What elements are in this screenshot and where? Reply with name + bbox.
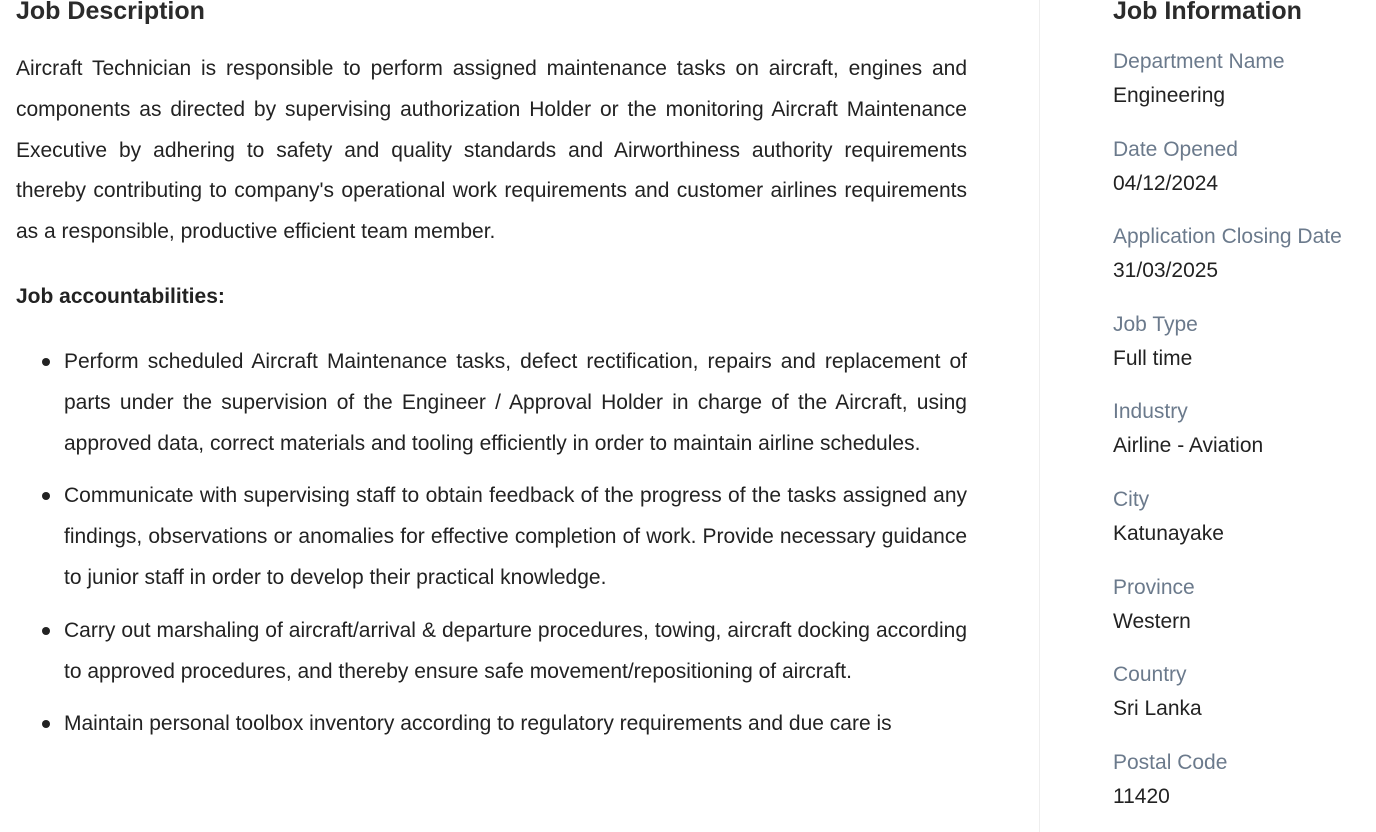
info-value: Western	[1113, 609, 1191, 633]
info-value: 04/12/2024	[1113, 171, 1219, 195]
info-value: 11420	[1113, 784, 1170, 808]
info-value: Airline - Aviation	[1113, 434, 1264, 458]
job-accountabilities-list	[16, 342, 967, 757]
info-job-type	[1113, 308, 1376, 396]
job-description-title: Job Description	[16, 0, 205, 25]
accountability-item	[16, 342, 967, 464]
info-postal-code	[1113, 746, 1376, 832]
info-label: Job Type	[1113, 312, 1198, 336]
info-closing-date	[1113, 220, 1376, 308]
column-divider	[1039, 0, 1040, 832]
job-information-list	[1113, 45, 1376, 832]
info-department	[1113, 45, 1376, 133]
info-country	[1113, 658, 1376, 746]
info-label: Country	[1113, 663, 1187, 687]
accountability-text: Perform scheduled Aircraft Maintenance tasks, defect rectification, repairs and replacement of parts under the supervision of the Engineer / Approval Holder in charge of the Aircraft, using approved data, correct materials and tooling efficiently in order to maintain airline schedules.	[64, 350, 967, 455]
info-label: Application Closing Date	[1113, 225, 1342, 249]
accountability-text: Carry out marshaling of aircraft/arrival & departure procedures, towing, aircraft docking according to approved procedures, and thereby ensure safe movement/repositioning of aircraft.	[64, 618, 967, 683]
bullet-icon	[42, 358, 50, 366]
bullet-icon	[42, 720, 50, 728]
info-label: City	[1113, 487, 1150, 511]
info-date-opened	[1113, 133, 1376, 221]
info-label: Date Opened	[1113, 137, 1238, 161]
info-value: Katunayake	[1113, 521, 1224, 545]
accountability-item	[16, 611, 967, 693]
info-value: 31/03/2025	[1113, 259, 1219, 283]
info-label: Province	[1113, 575, 1195, 599]
info-label: Department Name	[1113, 50, 1285, 73]
job-information-sidebar	[1113, 0, 1376, 832]
job-description-text: Aircraft Technician is responsible to perform assigned maintenance tasks on aircraft, engines and components as directed by supervising authorization Holder or the monitoring Aircraft Maintenance Executive by adhering to safety and quality standards and Airworthiness authority requirements thereby contributing to company's operational work requirements and customer airlines requirements as a responsible, productive efficient team member.	[16, 57, 967, 244]
accountability-item	[16, 704, 967, 745]
info-industry	[1113, 395, 1376, 483]
info-label: Industry	[1113, 400, 1188, 424]
accountability-text: Communicate with supervising staff to obtain feedback of the progress of the tasks assigned any findings, observations or anomalies for effective completion of work. Provide necessary guidance to junior staff in order to develop their practical knowledge.	[64, 484, 967, 589]
info-province	[1113, 571, 1376, 659]
accountability-text: Maintain personal toolbox inventory according to regulatory requirements and due care is	[64, 712, 892, 736]
info-value: Engineering	[1113, 84, 1226, 107]
job-accountabilities-heading: Job accountabilities:	[16, 285, 225, 308]
bullet-icon	[42, 627, 50, 635]
job-description-section	[16, 0, 967, 832]
info-city	[1113, 483, 1376, 571]
bullet-icon	[42, 492, 50, 500]
info-label: Postal Code	[1113, 750, 1228, 774]
info-value: Full time	[1113, 346, 1193, 370]
job-information-title: Job Information	[1113, 0, 1302, 25]
info-value: Sri Lanka	[1113, 697, 1202, 721]
accountability-item	[16, 476, 967, 598]
